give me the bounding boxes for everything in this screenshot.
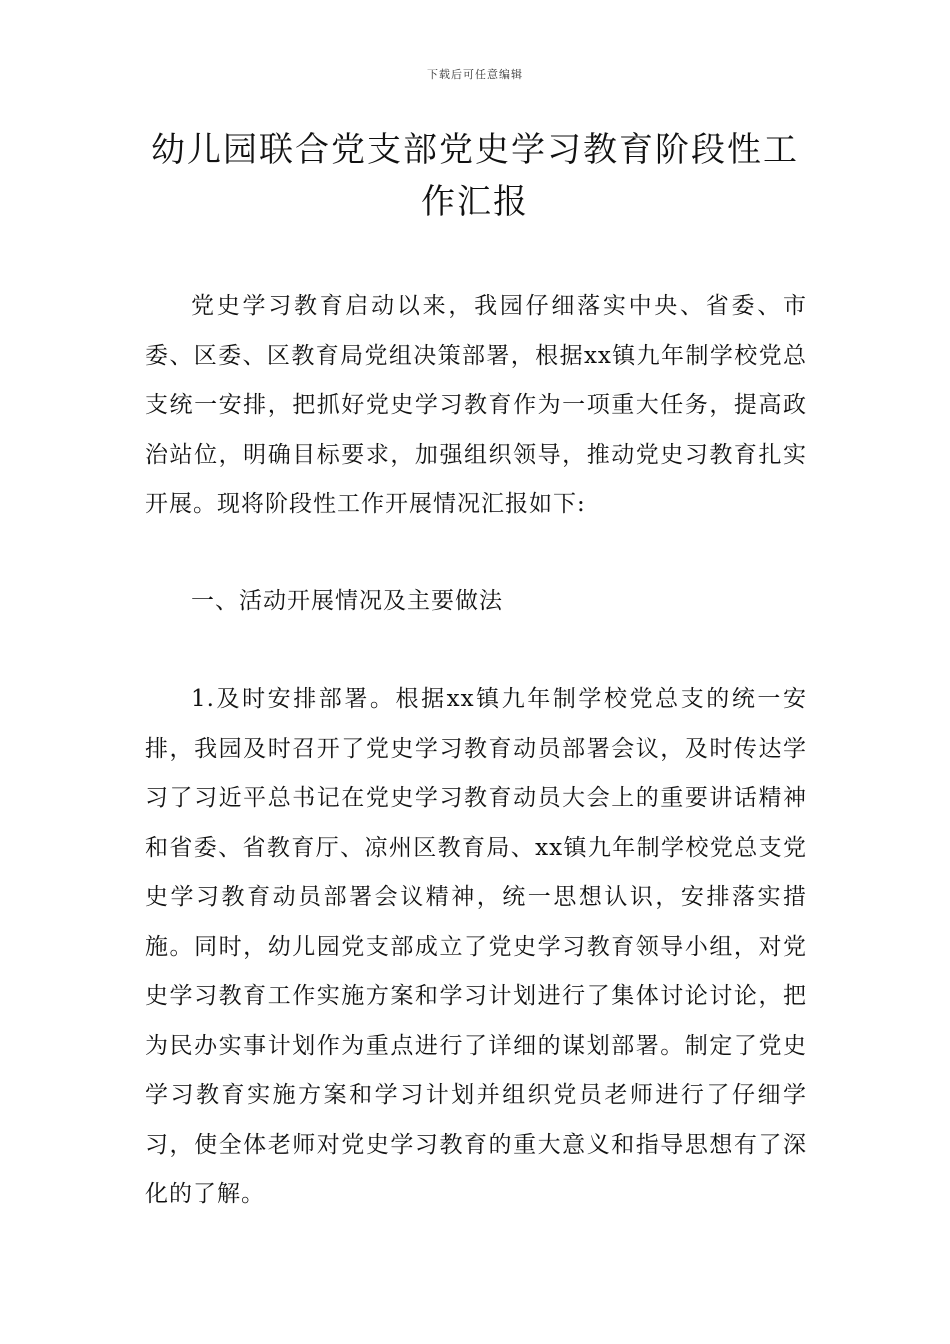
paragraph-1: 1.及时安排部署。根据xx镇九年制学校党总支的统一安排，我园及时召开了党史学习教育动员部署会议，及时传达学习了习近平总书记在党史学习教育动员大会上的重要讲话精神和省委、省教育厅、凉州区教育局、xx镇九年制学校党总支党史学习教育动员部署会议精神，统一思想认识，安排落实措施。同时，幼儿园党支部成立了党史学习教育领导小组，对党史学习教育工作实施方案和学习计划进行了集体讨论讨论，把为民办实事计划作为重点进行了详细的谋划部署。制定了党史学习教育实施方案和学习计划并组织党员老师进行了仔细学习，使全体老师对党史学习教育的重大意义和指导思想有了深化的了解。 [145, 686, 807, 1207]
intro-paragraph: 党史学习教育启动以来，我园仔细落实中央、省委、市委、区委、区教育局党组决策部署，根据xx镇九年制学校党总支统一安排，把抓好党史学习教育作为一项重大任务，提高政治站位，明确目标要求，加强组织领导，推动党史习教育扎实开展。现将阶段性工作开展情况汇报如下: [145, 293, 807, 517]
header-note: 下载后可任意编辑 [427, 68, 523, 81]
section-heading: 一、活动开展情况及主要做法 [191, 588, 503, 614]
document-title: 幼儿园联合党支部党史学习教育阶段性工作汇报 [151, 130, 799, 222]
